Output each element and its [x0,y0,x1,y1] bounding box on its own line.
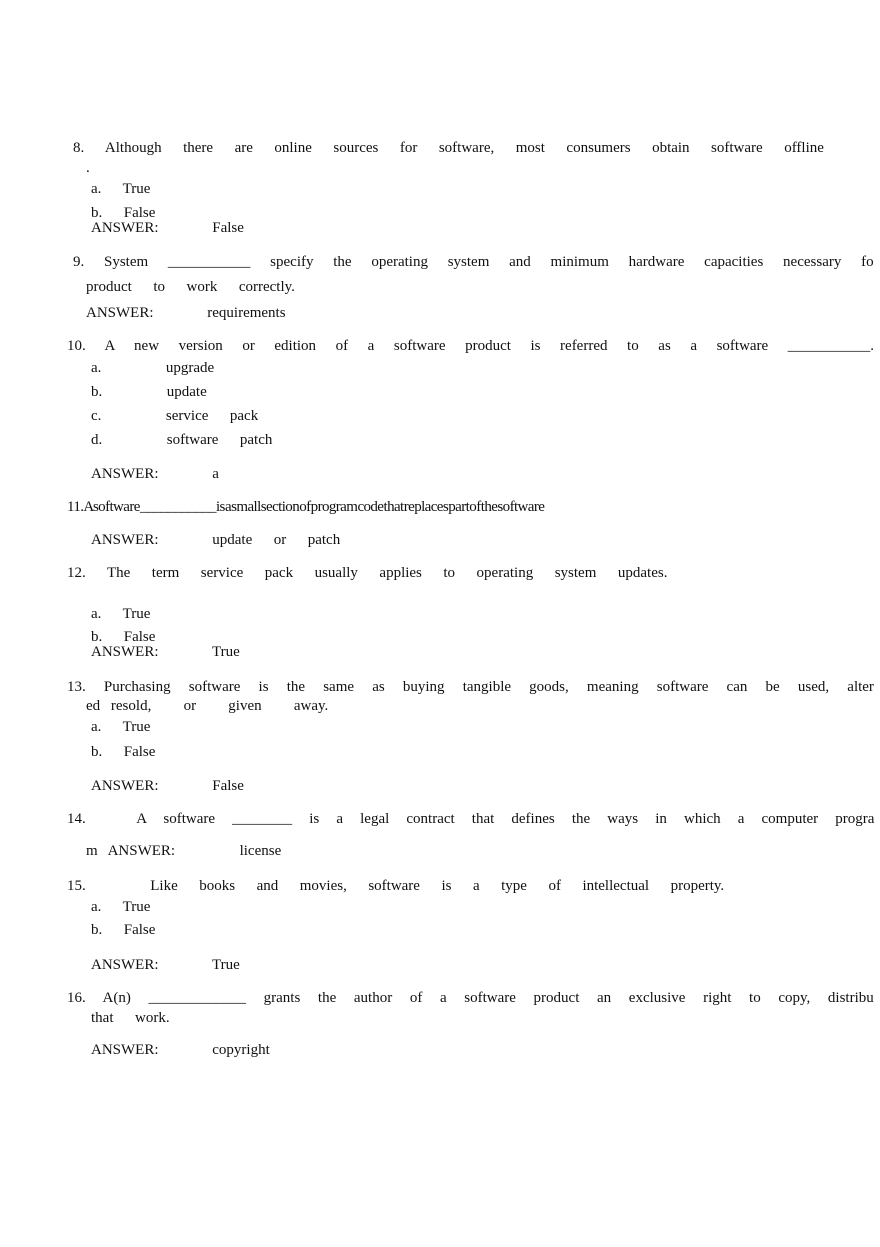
question-10-option-c: c. service pack [91,408,259,424]
question-16-text-line2: that work. [91,1010,170,1026]
question-12-option-a: a. True [91,606,151,622]
question-8-text: 8. Although there are online sources for software, most consumers obtain software offline [73,140,824,156]
question-14-answer: m ANSWER: license [86,843,282,859]
question-10-option-b: b. update [91,384,207,400]
question-13-text-line1: 13. Purchasing software is the same as buying tangible goods, meaning software can be used, alter [67,679,874,695]
question-15-text: 15. Like books and movies, software is a type of intellectual property. [67,878,725,894]
question-13-answer: ANSWER: False [91,778,244,794]
question-15-answer: ANSWER: True [91,957,240,973]
question-11-text: 11.A software ___________ is a small section of program code that replaces part of the software [67,499,545,515]
question-12-option-b: b. False [91,629,156,645]
question-9-text-line1: 9. System ___________ specify the operating system and minimum hardware capacities necessary fo [73,254,874,270]
question-8-trailing-dot: . [86,160,90,176]
question-12-answer: ANSWER: True [91,644,240,660]
question-9-answer: ANSWER: requirements [86,305,286,321]
question-8-option-a: a. True [91,181,151,197]
question-15-option-b: b. False [91,922,156,938]
question-9-text-line2: product to work correctly. [86,279,295,295]
question-10-option-a: a. upgrade [91,360,215,376]
question-8-answer: ANSWER: False [91,220,244,236]
question-13-option-a: a. True [91,719,151,735]
question-16-answer: ANSWER: copyright [91,1042,270,1058]
question-10-answer: ANSWER: a [91,466,219,482]
question-13-text-line2: ed resold, or given away. [86,698,329,714]
question-11-answer: ANSWER: update or patch [91,532,341,548]
question-16-text-line1: 16. A(n) _____________ grants the author of a software product an exclusive right to copy, distribu [67,990,874,1006]
question-14-text: 14. A software ________ is a legal contract that defines the ways in which a computer progra [67,811,875,827]
question-13-option-b: b. False [91,744,156,760]
question-10-option-d: d. software patch [91,432,273,448]
question-12-text: 12. The term service pack usually applies to operating system updates. [67,565,668,581]
question-15-option-a: a. True [91,899,151,915]
question-10-text: 10. A new version or edition of a software product is referred to as a software ___________. [67,338,875,354]
question-8-option-b: b. False [91,205,156,221]
